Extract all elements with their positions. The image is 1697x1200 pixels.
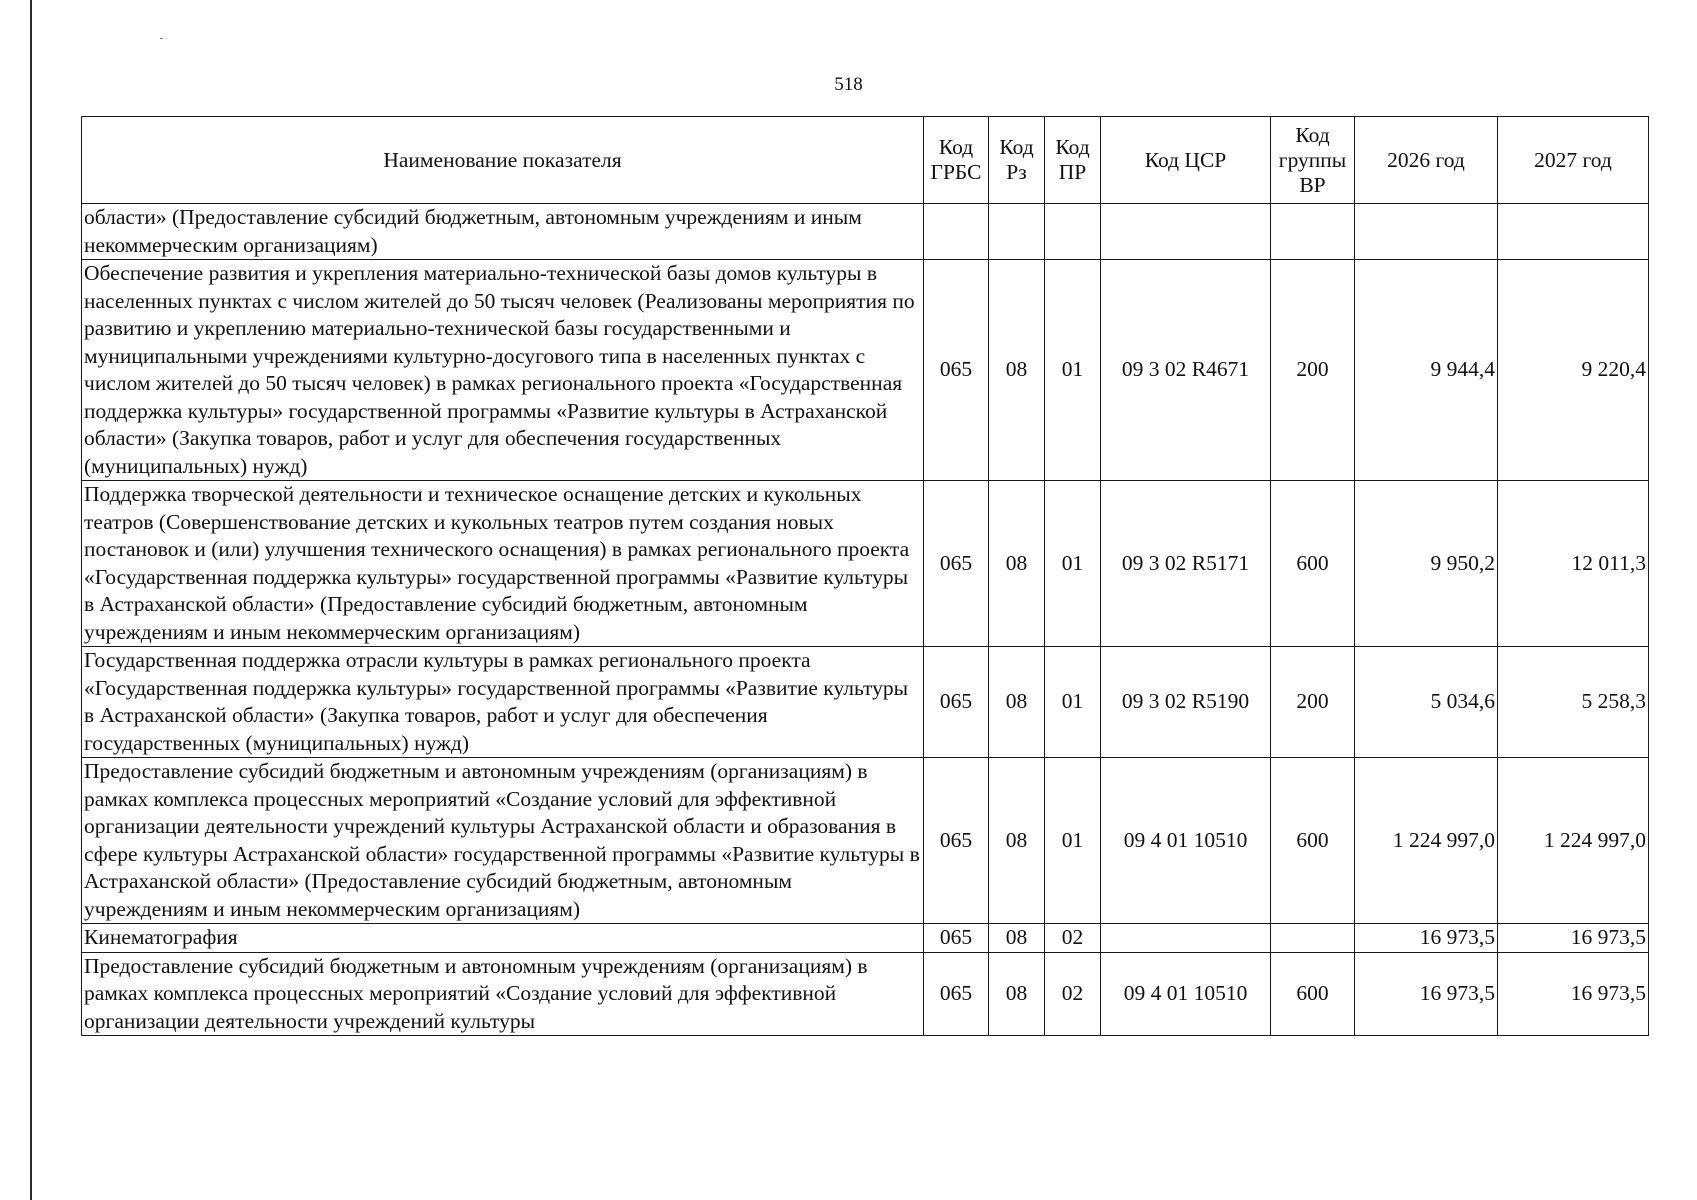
left-margin-line xyxy=(30,0,32,1200)
row-vr xyxy=(1271,924,1355,953)
row-csr xyxy=(1101,204,1271,260)
row-vr: 200 xyxy=(1271,647,1355,758)
row-amount-2026: 16 973,5 xyxy=(1355,924,1498,953)
page-number: 518 xyxy=(834,74,863,95)
header-rz: Код Рз xyxy=(989,117,1045,204)
table-row xyxy=(82,481,1649,647)
row-rz: 08 xyxy=(989,647,1045,758)
row-vr: 200 xyxy=(1271,260,1355,481)
row-rz: 08 xyxy=(989,758,1045,924)
header-vr: Код группы ВР xyxy=(1271,117,1355,204)
row-pr: 01 xyxy=(1045,481,1101,647)
row-csr: 09 4 01 10510 xyxy=(1101,758,1271,924)
header-grbs: Код ГРБС xyxy=(924,117,989,204)
header-name: Наименование показателя xyxy=(82,117,924,204)
budget-table xyxy=(81,116,1649,1036)
row-name: Государственная поддержка отрасли культуры в рамках регионального проекта «Государственная поддержка культуры» государственной программы «Развитие культуры в Астраханской области» (Закупка товаров, работ и услуг для обеспечения государственных (муниципальных) нужд) xyxy=(82,647,924,758)
row-amount-2027: 5 258,3 xyxy=(1498,647,1649,758)
row-grbs: 065 xyxy=(924,924,989,953)
row-grbs xyxy=(924,204,989,260)
table-row xyxy=(82,924,1649,953)
table-row xyxy=(82,952,1649,1036)
row-amount-2026: 9 944,4 xyxy=(1355,260,1498,481)
row-vr xyxy=(1271,204,1355,260)
row-amount-2027: 16 973,5 xyxy=(1498,924,1649,953)
row-amount-2026: 1 224 997,0 xyxy=(1355,758,1498,924)
row-pr: 02 xyxy=(1045,924,1101,953)
table-row xyxy=(82,647,1649,758)
row-grbs: 065 xyxy=(924,260,989,481)
row-amount-2027: 9 220,4 xyxy=(1498,260,1649,481)
row-csr: 09 3 02 R5171 xyxy=(1101,481,1271,647)
table-row xyxy=(82,758,1649,924)
row-pr xyxy=(1045,204,1101,260)
row-amount-2026: 9 950,2 xyxy=(1355,481,1498,647)
row-rz: 08 xyxy=(989,924,1045,953)
row-grbs: 065 xyxy=(924,952,989,1036)
row-amount-2026 xyxy=(1355,204,1498,260)
row-rz: 08 xyxy=(989,952,1045,1036)
table-row xyxy=(82,204,1649,260)
table-row xyxy=(82,260,1649,481)
row-name: области» (Предоставление субсидий бюджетным, автономным учреждениям и иным некоммерческим организациям) xyxy=(82,204,924,260)
row-name: Кинематография xyxy=(82,924,924,953)
row-csr: 09 3 02 R5190 xyxy=(1101,647,1271,758)
header-csr: Код ЦСР xyxy=(1101,117,1271,204)
row-pr: 02 xyxy=(1045,952,1101,1036)
row-amount-2027: 1 224 997,0 xyxy=(1498,758,1649,924)
row-pr: 01 xyxy=(1045,758,1101,924)
row-grbs: 065 xyxy=(924,647,989,758)
row-rz xyxy=(989,204,1045,260)
row-pr: 01 xyxy=(1045,647,1101,758)
header-2026: 2026 год xyxy=(1355,117,1498,204)
header-2027: 2027 год xyxy=(1498,117,1649,204)
header-pr: Код ПР xyxy=(1045,117,1101,204)
row-csr: 09 3 02 R4671 xyxy=(1101,260,1271,481)
row-name: Обеспечение развития и укрепления материально-технической базы домов культуры в населенных пунктах с числом жителей до 50 тысяч человек (Реализованы мероприятия по развитию и укреплению материально-технической базы государственными и муниципальными учреждениями культурно-досугового типа в населенных пунктах с числом жителей до 50 тысяч человек) в рамках регионального проекта «Государственная поддержка культуры» государственной программы «Развитие культуры в Астраханской области» (Закупка товаров, работ и услуг для обеспечения государственных (муниципальных) нужд) xyxy=(82,260,924,481)
row-amount-2027: 16 973,5 xyxy=(1498,952,1649,1036)
row-name: Поддержка творческой деятельности и техническое оснащение детских и кукольных театров (Совершенствование детских и кукольных театров путем создания новых постановок и (или) улучшения технического оснащения) в рамках регионального проекта «Государственная поддержка культуры» государственной программы «Развитие культуры в Астраханской области» (Предоставление субсидий бюджетным, автономным учреждениям и иным некоммерческим организациям) xyxy=(82,481,924,647)
row-amount-2026: 5 034,6 xyxy=(1355,647,1498,758)
row-vr: 600 xyxy=(1271,481,1355,647)
row-csr xyxy=(1101,924,1271,953)
scan-speck xyxy=(160,38,163,39)
row-name: Предоставление субсидий бюджетным и автономным учреждениям (организациям) в рамках комплекса процессных мероприятий «Создание условий для эффективной организации деятельности учреждений культуры xyxy=(82,952,924,1036)
row-csr: 09 4 01 10510 xyxy=(1101,952,1271,1036)
row-rz: 08 xyxy=(989,481,1045,647)
row-pr: 01 xyxy=(1045,260,1101,481)
row-rz: 08 xyxy=(989,260,1045,481)
row-amount-2026: 16 973,5 xyxy=(1355,952,1498,1036)
row-grbs: 065 xyxy=(924,481,989,647)
row-amount-2027 xyxy=(1498,204,1649,260)
row-vr: 600 xyxy=(1271,952,1355,1036)
row-amount-2027: 12 011,3 xyxy=(1498,481,1649,647)
row-vr: 600 xyxy=(1271,758,1355,924)
table-header-row xyxy=(82,117,1649,204)
row-grbs: 065 xyxy=(924,758,989,924)
row-name: Предоставление субсидий бюджетным и автономным учреждениям (организациям) в рамках комплекса процессных мероприятий «Создание условий для эффективной организации деятельности учреждений культуры Астраханской области и образования в сфере культуры Астраханской области» государственной программы «Развитие культуры в Астраханской области» (Предоставление субсидий бюджетным, автономным учреждениям и иным некоммерческим организациям) xyxy=(82,758,924,924)
